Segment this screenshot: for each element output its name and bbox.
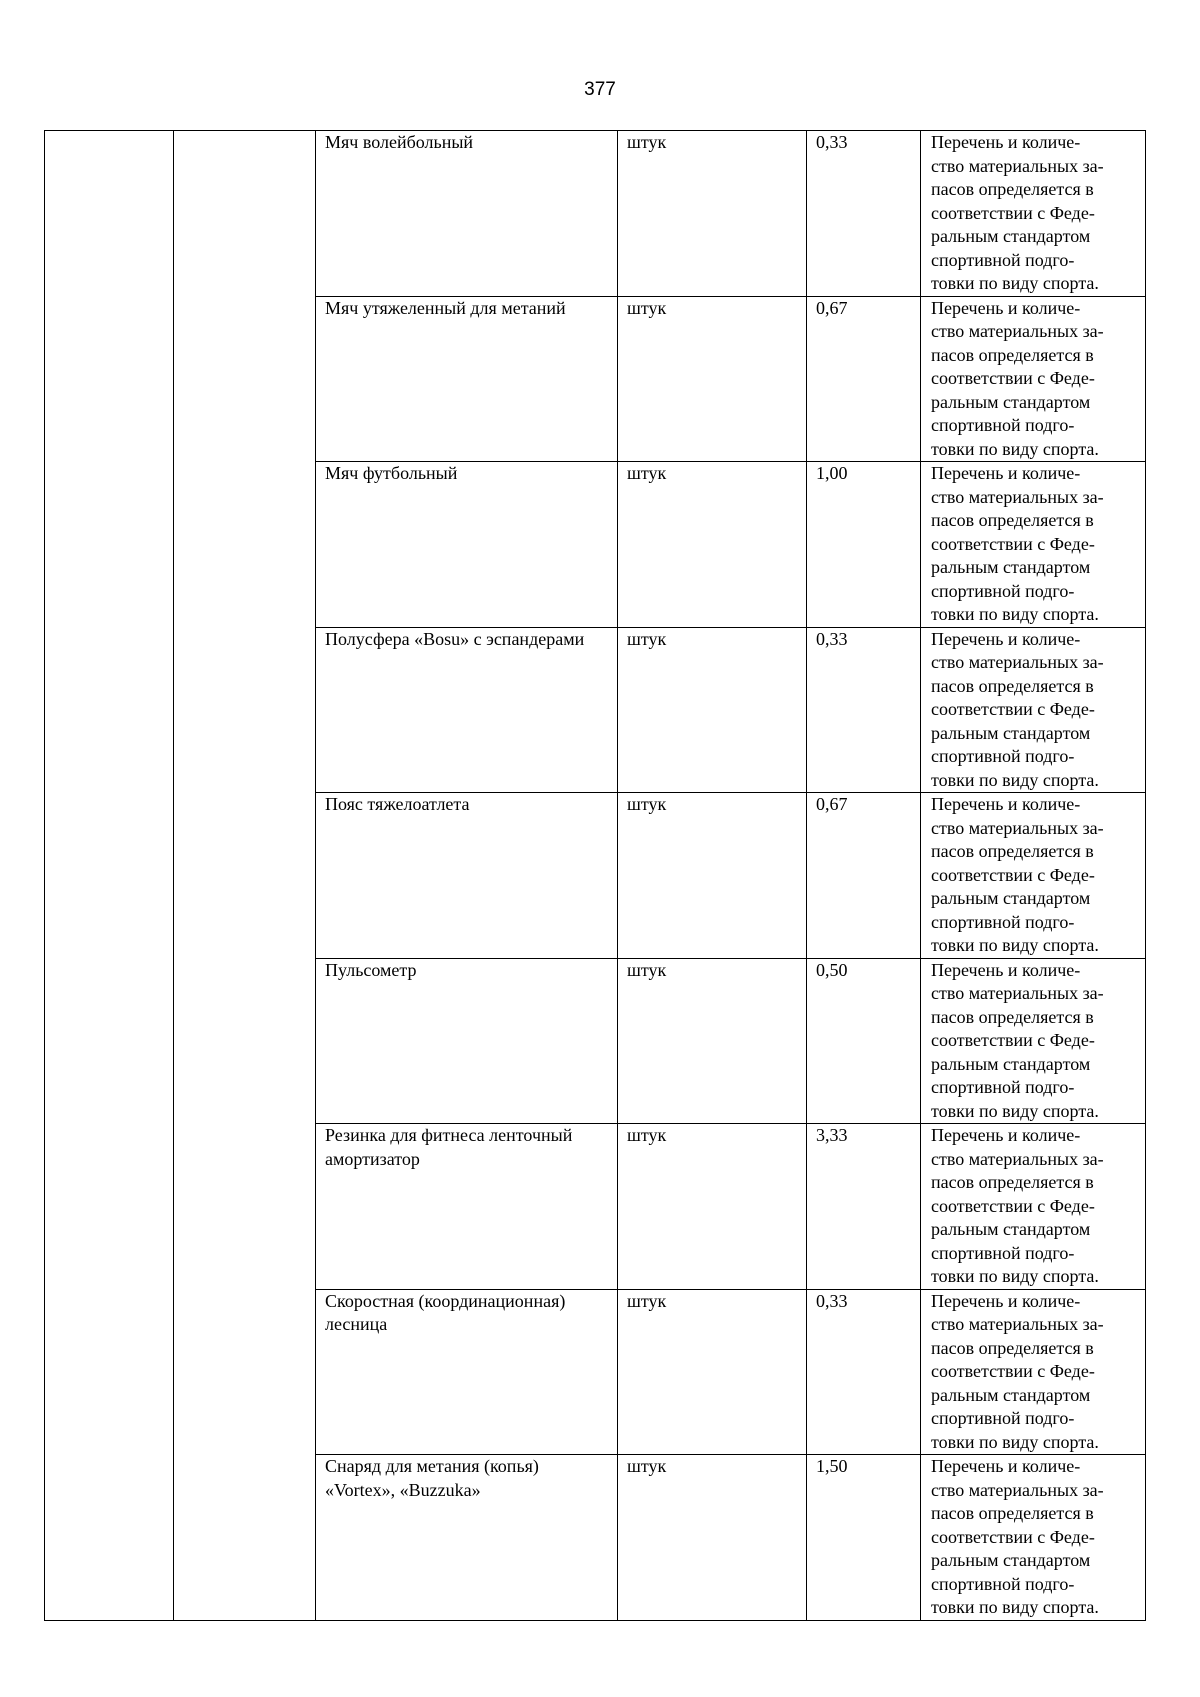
note-line: соответствии с Феде- — [931, 1361, 1095, 1381]
quantity-cell: 0,67 — [807, 793, 921, 959]
note-line: спортивной подго- — [931, 746, 1075, 766]
note-line: ральным стандартом — [931, 888, 1091, 908]
unit-cell: штук — [618, 793, 807, 959]
quantity-cell: 0,33 — [807, 627, 921, 793]
item-name-cell: Снаряд для метания (копья) «Vortex», «Buzzuka» — [316, 1455, 618, 1621]
note-line: Перечень и количе- — [931, 132, 1081, 152]
unit-cell: штук — [618, 1455, 807, 1621]
note-line: Перечень и количе- — [931, 297, 1081, 318]
note-line: ральным стандартом — [931, 722, 1091, 743]
note-line: Перечень и количе- — [931, 628, 1081, 649]
item-name-cell: Полусфера «Bosu» с эспандерами — [316, 627, 618, 793]
note-line: пасов определяется в — [931, 841, 1094, 861]
note-line: пасов определяется в — [931, 510, 1094, 530]
note-line: спортивной подго- — [931, 1573, 1075, 1594]
note-cell — [921, 1124, 1146, 1290]
note-line: ство материальных за- — [931, 817, 1104, 838]
note-line: товки по виду спорта. — [931, 273, 1099, 293]
note-line: товки по виду спорта. — [931, 1431, 1099, 1452]
note-line: ральным стандартом — [931, 226, 1091, 246]
note-line: товки по виду спорта. — [931, 1100, 1099, 1121]
quantity-cell: 0,33 — [807, 1289, 921, 1455]
item-name-cell: Резинка для фитнеса ленточный амортизатор — [316, 1124, 618, 1290]
equipment-table-wrapper — [44, 130, 1146, 1621]
note-line: соответствии с Феде- — [931, 1030, 1095, 1050]
merged-empty-cell-2 — [174, 131, 316, 1621]
note-line: соответствии с Феде- — [931, 699, 1095, 719]
note-line: товки по виду спорта. — [931, 769, 1099, 790]
note-line: ральным стандартом — [931, 1219, 1091, 1239]
unit-cell: штук — [618, 1289, 807, 1455]
item-name-cell: Мяч волейбольный — [316, 131, 618, 297]
note-line: соответствии с Феде- — [931, 202, 1095, 223]
unit-cell: штук — [618, 1124, 807, 1290]
note-line: спортивной подго- — [931, 249, 1075, 270]
note-line: спортивной подго- — [931, 415, 1075, 435]
note-cell — [921, 131, 1146, 297]
item-name-cell: Мяч футбольный — [316, 462, 618, 628]
note-cell — [921, 1455, 1146, 1621]
note-line: ральным стандартом — [931, 391, 1091, 412]
note-line: товки по виду спорта. — [931, 604, 1099, 624]
table-row — [45, 131, 1146, 297]
note-line: Перечень и количе- — [931, 463, 1081, 483]
note-line: пасов определяется в — [931, 675, 1094, 696]
item-name-cell: Мяч утяжеленный для метаний — [316, 296, 618, 462]
note-line: соответствии с Феде- — [931, 1526, 1095, 1547]
unit-cell: штук — [618, 627, 807, 793]
note-line: ральным стандартом — [931, 1384, 1091, 1405]
note-line: пасов определяется в — [931, 1337, 1094, 1358]
quantity-cell: 1,00 — [807, 462, 921, 628]
item-name-cell: Скоростная (координационная) лесница — [316, 1289, 618, 1455]
note-line: ство материальных за- — [931, 1314, 1104, 1334]
note-line: товки по виду спорта. — [931, 438, 1099, 459]
note-line: пасов определяется в — [931, 1503, 1094, 1523]
note-line: Перечень и количе- — [931, 959, 1081, 980]
note-line: ральным стандартом — [931, 1053, 1091, 1074]
note-line: соответствии с Феде- — [931, 1195, 1095, 1216]
note-line: Перечень и количе- — [931, 1290, 1081, 1311]
note-line: пасов определяется в — [931, 1006, 1094, 1027]
unit-cell: штук — [618, 296, 807, 462]
note-line: соответствии с Феде- — [931, 533, 1095, 554]
unit-cell: штук — [618, 958, 807, 1124]
note-line: Перечень и количе- — [931, 794, 1081, 814]
note-line: спортивной подго- — [931, 911, 1075, 932]
note-line: спортивной подго- — [931, 1077, 1075, 1097]
note-line: ство материальных за- — [931, 652, 1104, 672]
quantity-cell: 3,33 — [807, 1124, 921, 1290]
note-cell — [921, 296, 1146, 462]
note-cell — [921, 627, 1146, 793]
note-line: пасов определяется в — [931, 344, 1094, 365]
note-line: товки по виду спорта. — [931, 935, 1099, 955]
note-line: ство материальных за- — [931, 1148, 1104, 1169]
note-cell — [921, 958, 1146, 1124]
note-line: ство материальных за- — [931, 155, 1104, 176]
note-line: ральным стандартом — [931, 1550, 1091, 1570]
note-line: ство материальных за- — [931, 321, 1104, 341]
note-line: соответствии с Феде- — [931, 368, 1095, 388]
equipment-table — [44, 130, 1146, 1621]
note-line: товки по виду спорта. — [931, 1266, 1099, 1286]
equipment-table-body — [45, 131, 1146, 1621]
quantity-cell: 0,33 — [807, 131, 921, 297]
note-line: Перечень и количе- — [931, 1456, 1081, 1476]
note-line: ральным стандартом — [931, 557, 1091, 577]
note-line: спортивной подго- — [931, 580, 1075, 601]
note-line: спортивной подго- — [931, 1242, 1075, 1263]
note-line: ство материальных за- — [931, 486, 1104, 507]
note-line: Перечень и количе- — [931, 1125, 1081, 1145]
quantity-cell: 0,50 — [807, 958, 921, 1124]
page-number: 377 — [584, 79, 616, 100]
note-line: товки по виду спорта. — [931, 1597, 1099, 1617]
note-line: пасов определяется в — [931, 179, 1094, 199]
note-cell — [921, 1289, 1146, 1455]
quantity-cell: 0,67 — [807, 296, 921, 462]
note-line: ство материальных за- — [931, 983, 1104, 1003]
merged-empty-cell-1 — [45, 131, 174, 1621]
note-line: соответствии с Феде- — [931, 864, 1095, 885]
item-name-cell: Пульсометр — [316, 958, 618, 1124]
note-cell — [921, 793, 1146, 959]
note-line: пасов определяется в — [931, 1172, 1094, 1192]
note-line: ство материальных за- — [931, 1479, 1104, 1500]
item-name-cell: Пояс тяжелоатлета — [316, 793, 618, 959]
note-cell — [921, 462, 1146, 628]
unit-cell: штук — [618, 131, 807, 297]
note-line: спортивной подго- — [931, 1408, 1075, 1428]
quantity-cell: 1,50 — [807, 1455, 921, 1621]
unit-cell: штук — [618, 462, 807, 628]
